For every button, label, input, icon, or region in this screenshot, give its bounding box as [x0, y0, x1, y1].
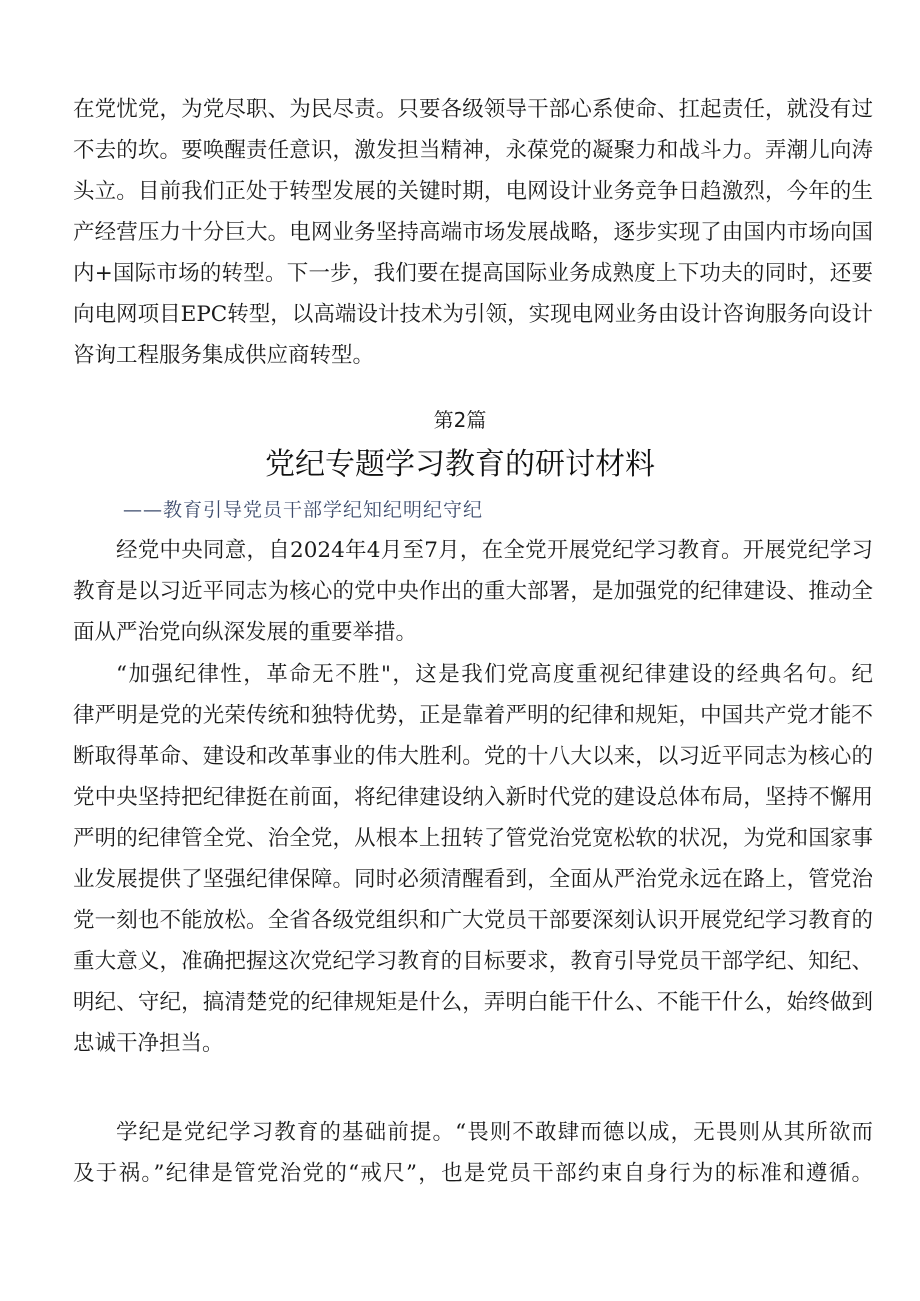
text-line: 咨询工程服务集成供应商转型。 [73, 343, 375, 368]
paragraph-3 [73, 654, 873, 1064]
text-line: 面从严治党向纵深发展的重要举措。 [73, 620, 418, 645]
text-line: 不去的坎。要唤醒责任意识，激发担当精神，永葆党的凝聚力和战斗力。弄潮儿向涛 [73, 138, 873, 163]
text-line: 产经营压力十分巨大。电网业务坚持高端市场发展战略，逐步实现了由国内市场向国 [73, 220, 873, 245]
paragraph-4 [73, 1112, 873, 1194]
section-number: 第2篇 [433, 408, 487, 432]
text-line: 明纪、守纪，搞清楚党的纪律规矩是什么，弄明白能干什么、不能干什么，始终做到 [73, 990, 873, 1015]
text-line: 向电网项目EPC转型，以高端设计技术为引领，实现电网业务由设计咨询服务向设计 [73, 302, 873, 327]
document-subtitle: ——教育引导党员干部学纪知纪明纪守纪 [123, 499, 484, 521]
paragraph-2 [73, 530, 873, 653]
text-line: 头立。目前我们正处于转型发展的关键时期，电网设计业务竞争日趋激烈，今年的生 [73, 179, 873, 204]
text-line: 严明的纪律管全党、治全党，从根本上扭转了管党治党宽松软的状况，为党和国家事 [73, 826, 873, 851]
text-line: 内+国际市场的转型。下一步，我们要在提高国际业务成熟度上下功夫的同时，还要 [73, 261, 873, 286]
text-line: 断取得革命、建设和改革事业的伟大胜利。党的十八大以来，以习近平同志为核心的 [73, 744, 873, 769]
text-line: 党中央坚持把纪律挺在前面，将纪律建设纳入新时代党的建设总体布局，坚持不懈用 [73, 785, 873, 810]
text-line: 教育是以习近平同志为核心的党中央作出的重大部署，是加强党的纪律建设、推动全 [73, 579, 873, 604]
text-line: 业发展提供了坚强纪律保障。同时必须清醒看到，全面从严治党永远在路上，管党治 [73, 867, 873, 892]
text-line: 律严明是党的光荣传统和独特优势，正是靠着严明的纪律和规矩，中国共产党才能不 [73, 703, 873, 728]
text-line: 党一刻也不能放松。全省各级党组织和广大党员干部要深刻认识开展党纪学习教育的 [73, 908, 873, 933]
document-title: 党纪专题学习教育的研讨材料 [265, 447, 655, 482]
text-line: 重大意义，准确把握这次党纪学习教育的目标要求，教育引导党员干部学纪、知纪、 [73, 949, 873, 974]
text-line: 及于祸。”纪律是管党治党的“戒尺”，也是党员干部约束自身行为的标准和遵循。 [73, 1161, 873, 1186]
text-line: 经党中央同意，自2024年4月至7月，在全党开展党纪学习教育。开展党纪学习 [116, 538, 873, 563]
text-line: 学纪是党纪学习教育的基础前提。“畏则不敢肆而德以成，无畏则从其所欲而 [116, 1120, 873, 1145]
paragraph-1 [73, 89, 873, 376]
text-line: 忠诚干净担当。 [73, 1031, 224, 1056]
text-line: 在党忧党，为党尽职、为民尽责。只要各级领导干部心系使命、扛起责任，就没有过 [73, 97, 873, 122]
text-line: “加强纪律性，革命无不胜"，这是我们党高度重视纪律建设的经典名句。纪 [116, 662, 873, 687]
